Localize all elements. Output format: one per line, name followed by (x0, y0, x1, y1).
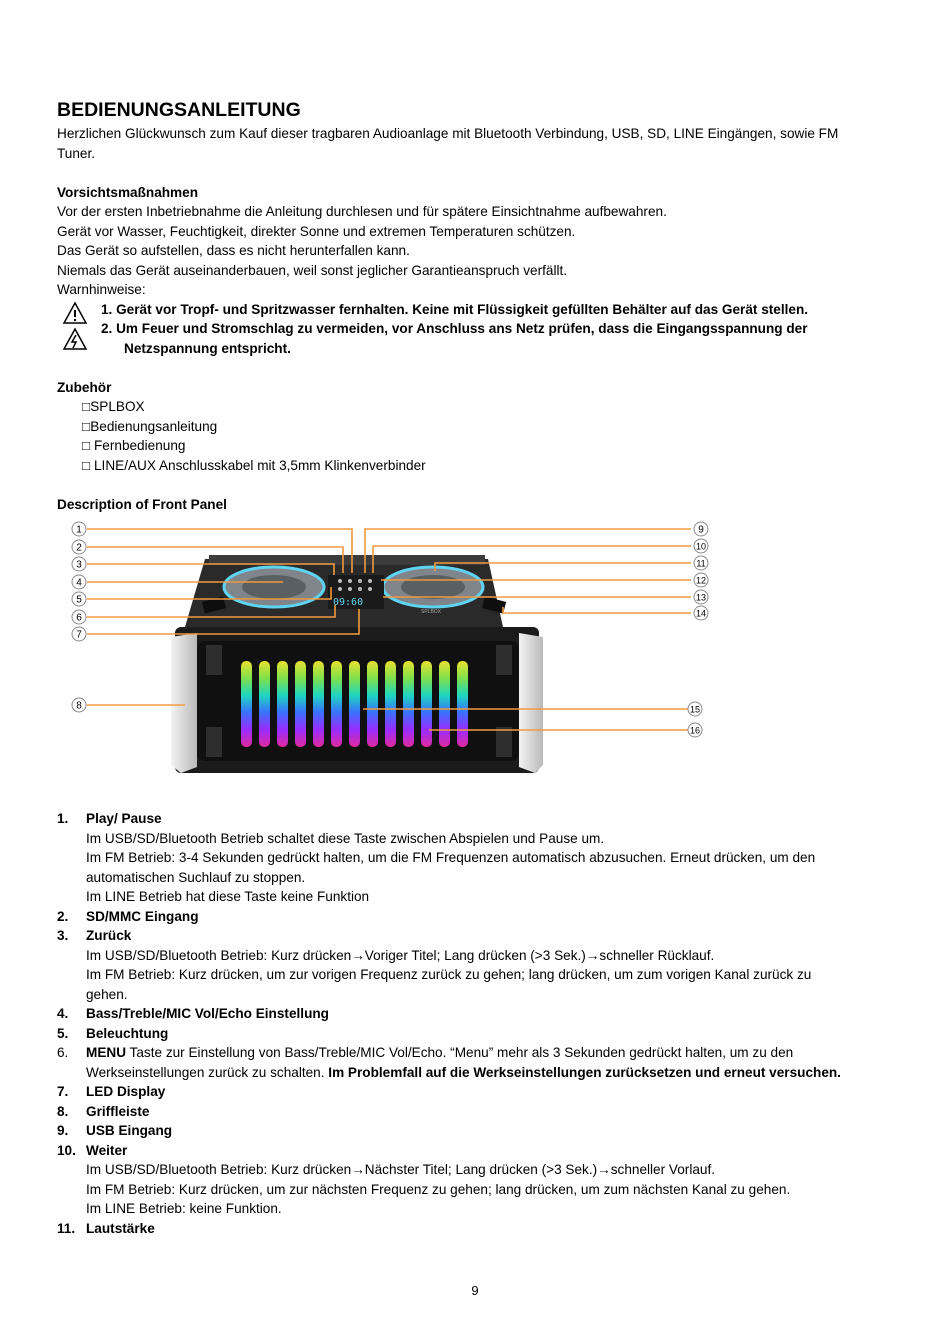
callout-label: 12 (695, 575, 707, 586)
callout-label: 16 (689, 725, 701, 736)
feature-item (57, 907, 199, 927)
feature-text-part: schneller Rücklauf. (599, 948, 715, 963)
callout-label: 3 (76, 559, 82, 571)
callout-label: 10 (695, 541, 707, 552)
brand-label: SPLBOX (421, 609, 442, 615)
feature-number: 7. (57, 1084, 69, 1099)
callout-label: 6 (76, 612, 82, 624)
callout-label: 7 (76, 629, 82, 641)
feature-item (57, 1004, 329, 1024)
feature-number: 8. (57, 1104, 69, 1119)
feature-text-part: Voriger Titel; Lang drücken (>3 Sek.) (364, 948, 586, 963)
warnings-label: Warnhinweise: (57, 282, 146, 297)
callout-label: 14 (695, 608, 707, 619)
feature-title: USB Eingang (86, 1123, 173, 1138)
precaution-line: Das Gerät so aufstellen, dass es nicht herunterfallen kann. (57, 243, 410, 258)
arrow-right-icon: → (351, 948, 365, 963)
arrow-right-icon: → (597, 1162, 611, 1177)
precaution-line: Gerät vor Wasser, Feuchtigkeit, direkter Sonne und extremen Temperaturen schützen. (57, 224, 576, 239)
feature-text-part: Werkseinstellungen zurück zu schalten. (86, 1065, 329, 1080)
page-title: BEDIENUNGSANLEITUNG (57, 99, 301, 121)
feature-item (57, 1082, 165, 1102)
feature-text-part: Im USB/SD/Bluetooth Betrieb: Kurz drücken (86, 1162, 352, 1177)
feature-item (57, 1219, 155, 1239)
feature-item (57, 1102, 149, 1122)
led-display: 09:60 (333, 597, 364, 608)
accessory-item: □ LINE/AUX Anschlusskabel mit 3,5mm Klinkenverbinder (82, 458, 426, 473)
arrow-right-icon: → (585, 948, 600, 963)
feature-text: Im LINE Betrieb hat diese Taste keine Funktion (86, 889, 370, 904)
electric-shock-warning-icon (62, 327, 88, 351)
precautions-heading: Vorsichtsmaßnahmen (57, 185, 199, 200)
callout-label: 15 (689, 704, 701, 715)
feature-text-part: Taste zur Einstellung von Bass/Treble/MIC Vol/Echo. “Menu” mehr als 3 Sekunden gedrückt halten, um zu den (126, 1045, 794, 1060)
feature-text: Im LINE Betrieb: keine Funktion. (86, 1201, 282, 1216)
feature-title: Beleuchtung (86, 1026, 169, 1041)
callout-label: 8 (76, 700, 82, 712)
callouts-left (72, 522, 86, 712)
feature-title: Griffleiste (86, 1104, 150, 1119)
feature-number: 2. (57, 909, 69, 924)
feature-number: 6. (57, 1045, 69, 1060)
feature-item (57, 926, 131, 946)
intro-line-1: Herzlichen Glückwunsch zum Kauf dieser tragbaren Audioanlage mit Bluetooth Verbindung, USB, SD, LINE Eingängen, sowie FM (57, 126, 839, 141)
right-handle-strip (519, 633, 543, 773)
feature-title: SD/MMC Eingang (86, 909, 199, 924)
callout-label: 1 (76, 524, 82, 536)
precaution-line: Vor der ersten Inbetriebnahme die Anleitung durchlesen und für spätere Einsichtnahme aufbewahren. (57, 204, 667, 219)
page-number: 9 (471, 1283, 479, 1298)
feature-text (86, 1160, 715, 1180)
feature-number: 11. (57, 1221, 76, 1236)
feature-text-part: Nächster Titel; Lang drücken (>3 Sek.) (364, 1162, 598, 1177)
warning-triangle-icon (62, 301, 88, 325)
feature-item (57, 1024, 168, 1044)
warning-2: 2. Um Feuer und Stromschlag zu vermeiden, vor Anschluss ans Netz prüfen, dass die Eingangsspannung der (101, 321, 808, 336)
feature-text-part: schneller Vorlauf. (610, 1162, 716, 1177)
feature-text: Im FM Betrieb: Kurz drücken, um zur nächsten Frequenz zu gehen; lang drücken, um zum nächsten Kanal zu gehen. (86, 1182, 791, 1197)
accessory-item: □SPLBOX (82, 399, 145, 414)
left-handle-strip (171, 633, 197, 773)
intro-line-2: Tuner. (57, 146, 96, 161)
callout-label: 5 (76, 594, 82, 606)
warning-1: 1. Gerät vor Tropf- und Spritzwasser fernhalten. Keine mit Flüssigkeit gefüllten Behälter auf das Gerät stellen. (101, 302, 809, 317)
feature-number: 9. (57, 1123, 69, 1138)
callout-label: 13 (695, 592, 707, 603)
arrow-right-icon: → (351, 1162, 365, 1177)
feature-title: Weiter (86, 1143, 128, 1158)
warning-2-continued: Netzspannung entspricht. (124, 341, 291, 356)
feature-text: automatischen Suchlauf zu stoppen. (86, 870, 306, 885)
feature-title: Zurück (86, 928, 132, 943)
feature-text (86, 1063, 841, 1083)
feature-title: Play/ Pause (86, 811, 162, 826)
feature-number: 5. (57, 1026, 69, 1041)
accessory-item: □Bedienungsanleitung (82, 419, 218, 434)
feature-text (86, 946, 714, 966)
feature-text: Im USB/SD/Bluetooth Betrieb schaltet diese Taste zwischen Abspielen und Pause um. (86, 831, 605, 846)
feature-text: gehen. (86, 987, 128, 1002)
feature-number: 3. (57, 928, 69, 943)
feature-title: MENU (86, 1045, 127, 1060)
accessory-item: □ Fernbedienung (82, 438, 186, 453)
feature-number: 10. (57, 1143, 76, 1158)
feature-title: LED Display (86, 1084, 166, 1099)
feature-number: 4. (57, 1006, 69, 1021)
feature-item (57, 1121, 172, 1141)
feature-text: Im FM Betrieb: Kurz drücken, um zur vorigen Frequenz zurück zu gehen; lang drücken, um zum vorigen Kanal zurück zu (86, 967, 812, 982)
feature-text-emphasis: Im Problemfall auf die Werkseinstellungen zurücksetzen und erneut versuchen. (328, 1065, 841, 1080)
feature-text: Im FM Betrieb: 3-4 Sekunden gedrückt halten, um die FM Frequenzen automatisch abzusuchen. Erneut drücken, um den (86, 850, 816, 865)
callout-label: 4 (76, 577, 82, 589)
feature-text-part: Im USB/SD/Bluetooth Betrieb: Kurz drücken (86, 948, 352, 963)
feature-title: Bass/Treble/MIC Vol/Echo Einstellung (86, 1006, 329, 1021)
front-panel-diagram (63, 517, 723, 779)
callout-label: 9 (698, 524, 704, 536)
feature-title: Lautstärke (86, 1221, 155, 1236)
feature-item (57, 1043, 793, 1063)
accessories-heading: Zubehör (57, 380, 112, 395)
callouts-right (688, 522, 708, 737)
feature-item (57, 809, 162, 829)
front-panel-heading: Description of Front Panel (57, 497, 227, 512)
feature-item (57, 1141, 127, 1161)
callout-label: 2 (76, 542, 82, 554)
feature-number: 1. (57, 811, 69, 826)
callout-label: 11 (696, 558, 706, 569)
precaution-line: Niemals das Gerät auseinanderbauen, weil sonst jeglicher Garantieanspruch verfällt. (57, 263, 568, 278)
